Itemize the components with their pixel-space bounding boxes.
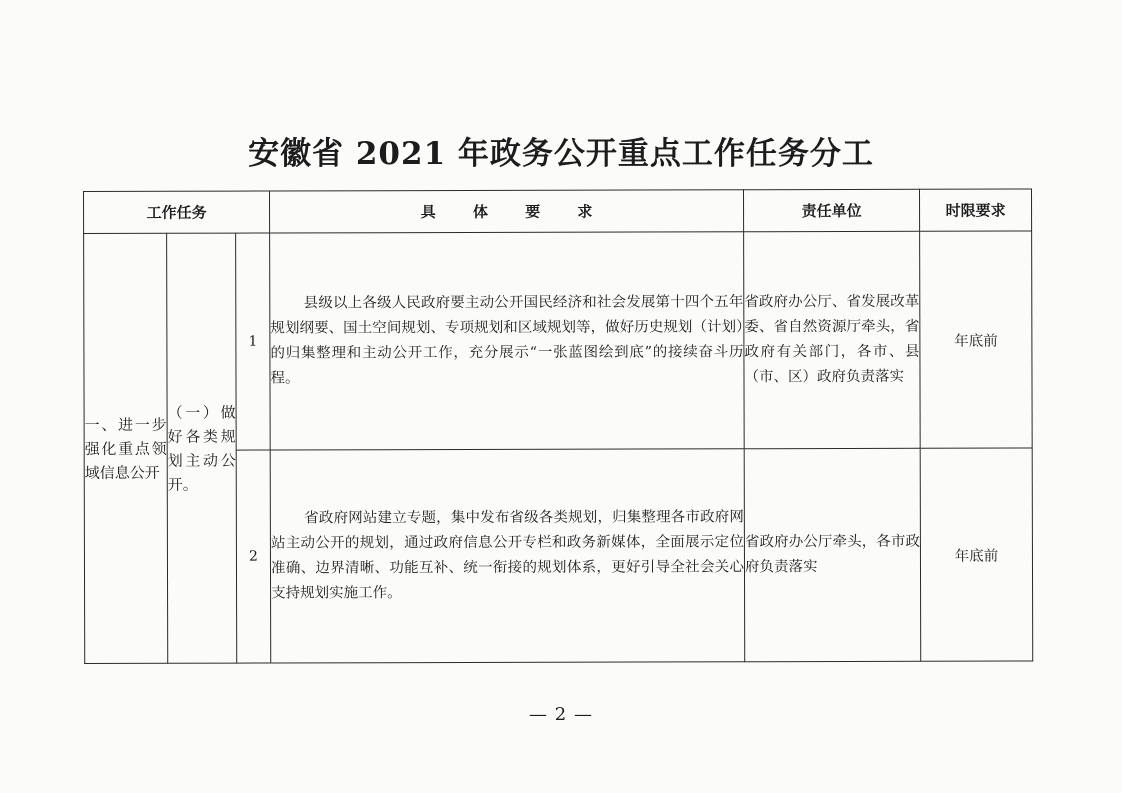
- deadline-cell: 年底前: [920, 448, 1033, 661]
- responsible-unit-cell: 省政府办公厅、省发展改革委、省自然资源厅牵头，省政府有关部门，各市、县（市、区）政府负责落实: [744, 231, 921, 448]
- task-division-table: [83, 189, 1033, 664]
- document-title: 安徽省 2021 年政务公开重点工作任务分工: [248, 136, 874, 172]
- page-number: — 2 —: [529, 704, 593, 725]
- header-requirement: 具 体 要 求: [270, 190, 744, 233]
- requirement-cell: [270, 449, 745, 663]
- requirement-text: 省政府网站建立专题，集中发布省级各类规划，归集整理各市政府网站主动公开的规划，通过政府信息公开专栏和政务新媒体，全面展示定位准确、边界清晰、功能互补、统一衔接的规划体系，更好引导全社会关心支持规划实施工作。: [270, 509, 745, 602]
- header-deadline: 时限要求: [920, 189, 1032, 231]
- row-number: 2: [236, 450, 271, 663]
- header-responsible-unit: 责任单位: [744, 189, 920, 231]
- category-level1-cell: 一、进一步强化重点领域信息公开: [84, 233, 168, 663]
- responsible-unit-cell: 省政府办公厅牵头，各市政府负责落实: [744, 448, 921, 661]
- table-row: [84, 231, 1033, 450]
- deadline-cell: 年底前: [920, 231, 1033, 448]
- row-number: 1: [236, 233, 271, 450]
- requirement-text: 县级以上各级人民政府要主动公开国民经济和社会发展第十四个五年规划纲要、国土空间规划、专项规划和区域规划等，做好历史规划（计划）的归集整理和主动公开工作，充分展示“一张蓝图绘到底”的接续奋斗历程。: [270, 294, 744, 387]
- requirement-cell: [270, 232, 745, 450]
- category-level2-cell: （一）做好各类规划主动公开。: [167, 233, 237, 663]
- table-header-row: [84, 189, 1032, 233]
- header-task: 工作任务: [84, 191, 270, 233]
